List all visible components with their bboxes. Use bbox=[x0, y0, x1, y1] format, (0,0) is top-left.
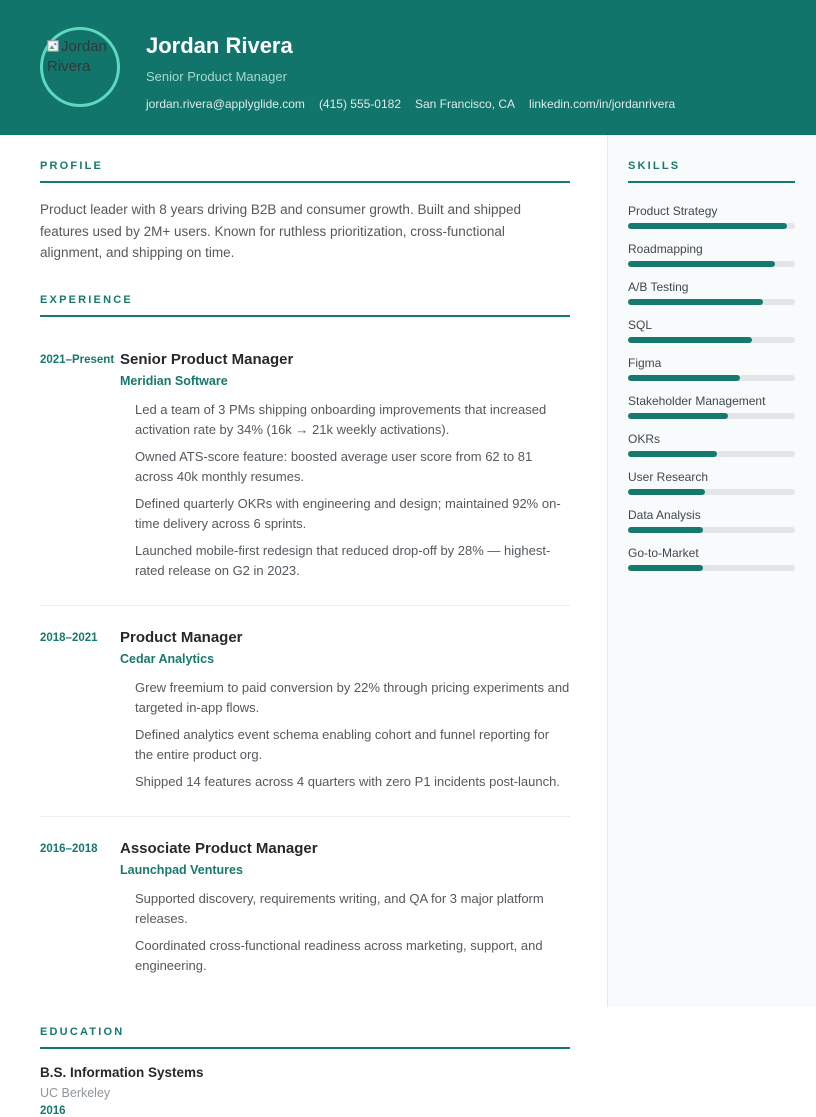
skill-item bbox=[628, 275, 795, 305]
skill-name: Roadmapping bbox=[628, 242, 703, 256]
job-title: Senior Product Manager bbox=[120, 350, 294, 368]
skill-item bbox=[628, 237, 795, 267]
main-column bbox=[0, 135, 607, 1117]
skill-bar-track bbox=[628, 337, 795, 343]
experience-section bbox=[40, 294, 570, 1000]
header bbox=[0, 0, 816, 135]
job-company: Cedar Analytics bbox=[120, 651, 215, 666]
skill-bar-track bbox=[628, 223, 795, 229]
job-bullet: Owned ATS-score feature: boosted average user score from 62 to 81 across 40k monthly resumes. bbox=[135, 448, 533, 484]
skill-name: A/B Testing bbox=[628, 280, 689, 294]
skill-name: Data Analysis bbox=[628, 508, 701, 522]
skill-item bbox=[628, 351, 795, 381]
job-dates: 2021–Present bbox=[40, 353, 115, 366]
skill-item bbox=[628, 313, 795, 343]
skill-bar-fill bbox=[628, 223, 787, 229]
job-content bbox=[120, 629, 570, 792]
job-entry bbox=[40, 816, 570, 1000]
skill-bar-fill bbox=[628, 261, 775, 267]
skill-bar-track bbox=[628, 565, 795, 571]
person-name: Jordan Rivera bbox=[146, 33, 293, 58]
skill-item bbox=[628, 465, 795, 495]
skill-bar-fill bbox=[628, 375, 740, 381]
job-dates: 2016–2018 bbox=[40, 842, 98, 855]
education-degree: B.S. Information Systems bbox=[40, 1064, 204, 1080]
job-bullet: Defined analytics event schema enabling cohort and funnel reporting for the entire product org. bbox=[135, 726, 550, 762]
job-bullet: Defined quarterly OKRs with engineering and design; maintained 92% on-time delivery across 6 sprints. bbox=[135, 495, 561, 531]
job-bullet: Launched mobile-first redesign that reduced drop-off by 28% — highest-rated release on G2 in 2023. bbox=[135, 542, 551, 578]
skills-heading: SKILLS bbox=[628, 160, 795, 183]
skill-bar-track bbox=[628, 261, 795, 267]
job-title: Product Manager bbox=[120, 628, 243, 646]
skill-bar-fill bbox=[628, 451, 717, 457]
contact-item: San Francisco, CA bbox=[415, 97, 516, 111]
skill-bar-track bbox=[628, 527, 795, 533]
contact-item: (415) 555-0182 bbox=[318, 97, 401, 111]
skill-bar-fill bbox=[628, 565, 703, 571]
skill-bar-track bbox=[628, 413, 795, 419]
broken-image-icon bbox=[47, 40, 59, 52]
education-year: 2016 bbox=[40, 1104, 66, 1117]
job-content bbox=[120, 351, 570, 581]
education-section bbox=[40, 1026, 570, 1117]
skill-bar-track bbox=[628, 489, 795, 495]
skill-item bbox=[628, 199, 795, 229]
job-bullet: Led a team of 3 PMs shipping onboarding improvements that increased activation rate by 34% (16k → 21k weekly activations). bbox=[135, 401, 547, 437]
person-title: Senior Product Manager bbox=[146, 69, 287, 84]
profile-heading: PROFILE bbox=[40, 160, 570, 183]
job-bullets bbox=[120, 889, 570, 976]
skill-bar-track bbox=[628, 299, 795, 305]
job-title: Associate Product Manager bbox=[120, 839, 318, 857]
job-bullets bbox=[120, 400, 570, 581]
education-school: UC Berkeley bbox=[40, 1085, 111, 1100]
skill-item bbox=[628, 427, 795, 457]
skill-name: OKRs bbox=[628, 432, 661, 446]
skill-bar-fill bbox=[628, 413, 728, 419]
skill-bar-track bbox=[628, 451, 795, 457]
job-bullet: Coordinated cross-functional readiness across marketing, support, and engineering. bbox=[135, 937, 543, 973]
skill-item bbox=[628, 389, 795, 419]
education-heading: EDUCATION bbox=[40, 1026, 570, 1049]
job-bullet: Shipped 14 features across 4 quarters with zero P1 incidents post-launch. bbox=[135, 773, 560, 789]
job-entry bbox=[40, 333, 570, 605]
job-company: Launchpad Ventures bbox=[120, 862, 243, 877]
job-bullet: Grew freemium to paid conversion by 22% through pricing experiments and targeted in-app flows. bbox=[135, 679, 570, 715]
skill-name: Go-to-Market bbox=[628, 546, 699, 560]
job-list bbox=[40, 333, 570, 1000]
skill-name: Figma bbox=[628, 356, 662, 370]
contact-row bbox=[146, 97, 689, 111]
profile-section bbox=[40, 160, 570, 264]
avatar bbox=[40, 27, 120, 107]
header-text bbox=[146, 27, 689, 135]
profile-text: Product leader with 8 years driving B2B and consumer growth. Built and shipped features used by 2M+ users. Known for ruthless prioritization, cross-functional alignment, and shipping on time. bbox=[40, 202, 522, 260]
skill-list bbox=[628, 199, 795, 571]
skill-name: Stakeholder Management bbox=[628, 394, 766, 408]
job-bullets bbox=[120, 678, 570, 792]
job-company: Meridian Software bbox=[120, 373, 228, 388]
skill-item bbox=[628, 503, 795, 533]
skill-bar-track bbox=[628, 375, 795, 381]
skill-name: Product Strategy bbox=[628, 204, 718, 218]
skill-name: User Research bbox=[628, 470, 709, 484]
contact-item: linkedin.com/in/jordanrivera bbox=[529, 97, 676, 111]
skill-bar-fill bbox=[628, 299, 763, 305]
skills-sidebar bbox=[607, 135, 816, 1007]
skill-bar-fill bbox=[628, 489, 705, 495]
job-dates: 2018–2021 bbox=[40, 631, 98, 644]
experience-heading: EXPERIENCE bbox=[40, 294, 570, 317]
job-bullet: Supported discovery, requirements writing, and QA for 3 major platform releases. bbox=[135, 890, 544, 926]
skill-bar-fill bbox=[628, 337, 752, 343]
page-body bbox=[0, 135, 816, 1117]
skill-name: SQL bbox=[628, 318, 653, 332]
skill-bar-fill bbox=[628, 527, 703, 533]
job-entry bbox=[40, 605, 570, 816]
job-content bbox=[120, 840, 570, 976]
contact-item: jordan.rivera@applyglide.com bbox=[146, 97, 305, 111]
avatar-alt-text: Jordan Rivera bbox=[47, 38, 107, 75]
skill-item bbox=[628, 541, 795, 571]
